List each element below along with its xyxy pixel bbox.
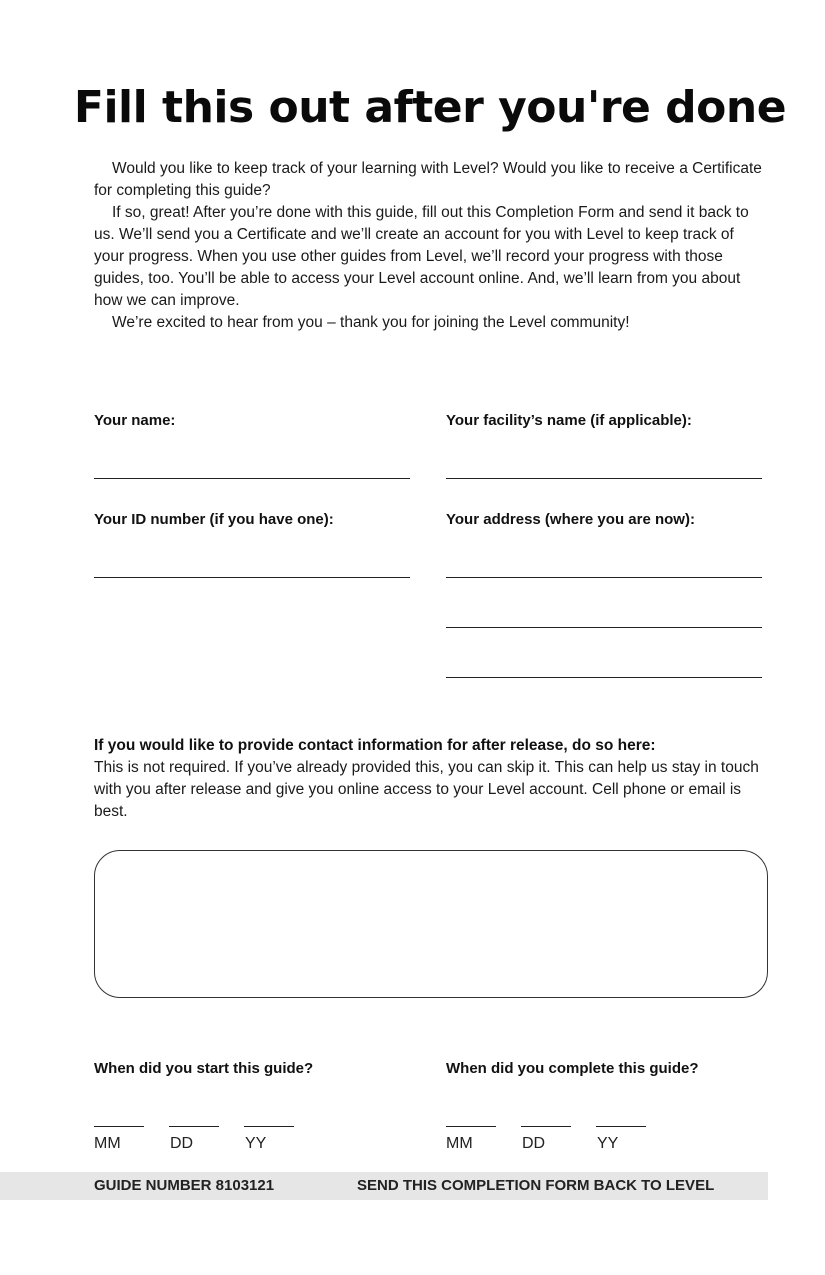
id-number-label: Your ID number (if you have one): [94,511,334,528]
start-month-field[interactable] [94,1126,144,1127]
complete-year-field[interactable] [596,1126,646,1127]
facility-label: Your facility’s name (if applicable): [446,412,692,429]
complete-month-field[interactable] [446,1126,496,1127]
address-label: Your address (where you are now): [446,511,695,528]
guide-number: GUIDE NUMBER 8103121 [94,1177,275,1194]
contact-info-box[interactable] [94,850,768,998]
address-field-line-3[interactable] [446,677,762,678]
address-field-line-2[interactable] [446,627,762,628]
name-field[interactable] [94,478,410,479]
complete-date-label: When did you complete this guide? [446,1060,699,1077]
complete-day-field[interactable] [521,1126,571,1127]
send-back-notice: SEND THIS COMPLETION FORM BACK TO LEVEL [357,1177,715,1194]
name-label: Your name: [94,412,176,429]
start-year-label: YY [245,1135,267,1152]
address-field-line-1[interactable] [446,577,762,578]
contact-info-section [94,735,770,823]
contact-info-heading: If you would like to provide contact information for after release, do so here: [94,737,656,754]
complete-year-label: YY [597,1135,619,1152]
intro-text [94,158,762,334]
complete-month-label: MM [446,1135,473,1152]
start-year-field[interactable] [244,1126,294,1127]
contact-info-description: This is not required. If you’ve already provided this, you can skip it. This can help us stay in touch with you after release and give you online access to your Level account. Cell phone or email is best. [94,759,759,820]
start-date-label: When did you start this guide? [94,1060,314,1077]
intro-paragraph-3: We’re excited to hear from you – thank you for joining the Level community! [112,314,630,331]
id-number-field[interactable] [94,577,410,578]
intro-paragraph-1: Would you like to keep track of your learning with Level? Would you like to receive a Certificate for completing this guide? [94,160,762,199]
footer-bar [0,1172,768,1200]
intro-paragraph-2: If so, great! After you’re done with this guide, fill out this Completion Form and send it back to us. We’ll send you a Certificate and we’ll create an account for you with Level to keep track of your progress. When you use other guides from Level, we’ll record your progress with those guides, too. You’ll be able to access your Level account online. And, we’ll learn from you about how we can improve. [94,204,749,309]
start-month-label: MM [94,1135,121,1152]
facility-field[interactable] [446,478,762,479]
start-day-field[interactable] [169,1126,219,1127]
page-title: Fill this out after you're done [73,82,787,133]
start-day-label: DD [170,1135,194,1152]
complete-day-label: DD [522,1135,546,1152]
